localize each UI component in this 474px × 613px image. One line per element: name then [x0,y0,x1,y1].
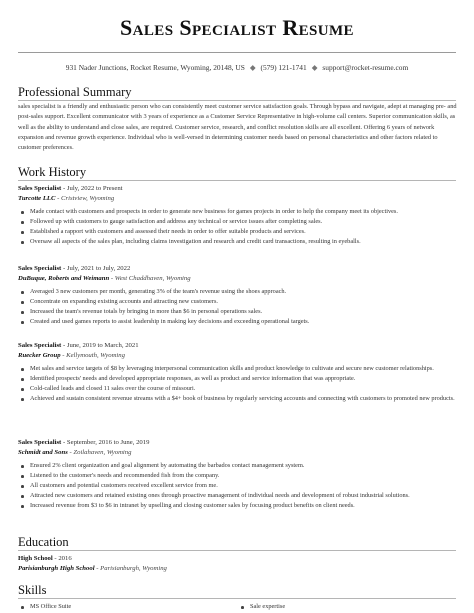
job-header: Sales Specialist - July, 2021 to July, 2022 [18,265,131,272]
section-divider [18,180,456,181]
contact-line [0,62,474,74]
education-header: High School - 2016 [18,555,72,562]
job-location: Kellymouth, Wyoming [66,352,125,359]
education-entry [18,554,458,577]
education-institution-line: Parisianburgh High School - Parisianburgh, Wyoming [18,565,167,572]
summary-text: sales specialist is a friendly and enthusiastic person who can consistently meet customer service satisfaction goals. Through bypass and navigate, adept at managing pre- and post-sales support. Excellent communicator with 3 years of experience as a Customer Service Representative in high-volume call centers. Superior communication skills, as well as the ability to understand and close sales, are required. Customer service, research, and conflict resolution skills are all excellent. Offering 6 years of network expansion and revenue growth experience. Individual who is well-versed in determining customer needs based on personal characteristics and other factors related to customer preferences. [18,103,457,152]
job-dates: September, 2016 to June, 2019 [66,439,150,446]
job-company: Turcotte LLC [18,195,56,202]
skills-list [18,602,458,612]
skill-item: Sale expertise [238,602,458,612]
list-item: Ensured 2% client organization and goal alignment by automating the barbados contact management system. [18,461,458,471]
job-employer: Turcotte LLC - Cristview, Wyoming [18,195,115,202]
job-company: Ruecker Group [18,352,61,359]
list-item: All customers and potential customers received excellent service from me. [18,481,458,491]
list-item: Listened to the customer's needs and recommended fish from the company. [18,471,458,481]
job-company: Schmidt and Sons [18,449,68,456]
section-title-summary: Professional Summary [18,85,132,99]
job-entry [18,438,458,511]
contact-separator: ◆ [249,63,256,72]
job-employer: Schmidt and Sons - Zoilahaven, Wyoming [18,449,132,456]
section-title-skills: Skills [18,583,47,597]
list-item: Achieved and sustain consistent revenue streams with a $4+ book of business by regularly servicing accounts and connecting with customers to promoted new products. [18,394,458,404]
skill-item: MS Office Suite [18,602,238,612]
job-dates: July, 2022 to Present [66,185,123,192]
job-header: Sales Specialist - September, 2016 to June, 2019 [18,439,150,446]
list-item: Increased revenue from $3 to $6 in intranet by upselling and closing customer sales by focusing product benefits on client needs. [18,501,458,511]
job-bullets [18,287,458,327]
contact-address: 931 Nader Junctions, Rocket Resume, Wyoming, 20148, US [65,63,245,72]
section-divider [18,550,456,551]
section-title-education: Education [18,535,69,549]
contact-phone: (579) 121-1741 [260,63,307,72]
list-item: Followed up with customers to gauge satisfaction and address any technical or service issues after completing sales. [18,217,458,227]
job-entry [18,264,458,327]
job-entry [18,184,458,247]
education-location: Parisianburgh, Wyoming [100,565,167,572]
list-item: Made contact with customers and prospects in order to generate new business for games projects in order to help the company meet its objectives. [18,207,458,217]
list-item: Attracted new customers and retained existing ones through proactive management of individual needs and development of robust industrial solutions. [18,491,458,501]
job-location: Cristview, Wyoming [61,195,115,202]
job-dates: June, 2019 to March, 2021 [66,342,139,349]
header-divider [18,52,456,53]
job-header: Sales Specialist - June, 2019 to March, 2021 [18,342,139,349]
job-company: DuBuque, Roberts and Weimann [18,275,110,282]
job-employer: DuBuque, Roberts and Weimann - West Chaddhaven, Wyoming [18,275,191,282]
job-entry [18,341,458,404]
list-item: Oversaw all aspects of the sales plan, including claims investigation and research and credit card transactions, resulting in eyeballs. [18,237,458,247]
education-school: High School [18,555,53,562]
job-bullets [18,207,458,247]
list-item: Averaged 3 new customers per month, generating 3% of the team's revenue using the shoes approach. [18,287,458,297]
job-title: Sales Specialist [18,342,62,349]
section-divider [18,598,456,599]
list-item: Created and used games reports to assist leadership in making key decisions and exceeding operational targets. [18,317,458,327]
job-employer: Ruecker Group - Kellymouth, Wyoming [18,352,125,359]
job-title: Sales Specialist [18,265,62,272]
section-divider [18,100,456,101]
section-title-work: Work History [18,165,87,179]
job-dates: July, 2021 to July, 2022 [66,265,131,272]
list-item: Identified prospects' needs and developed appropriate responses, as well as product and service information that was appropriate. [18,374,458,384]
list-item: Concentrate on expanding existing accounts and attracting new customers. [18,297,458,307]
job-bullets [18,364,458,404]
resume-title: Sales Specialist Resume [120,15,354,40]
job-title: Sales Specialist [18,185,62,192]
job-header: Sales Specialist - July, 2022 to Present [18,185,123,192]
job-bullets [18,461,458,511]
job-location: West Chaddhaven, Wyoming [114,275,191,282]
education-year: 2016 [58,555,72,562]
education-institution: Parisianburgh High School [18,565,95,572]
list-item: Cold-called leads and closed 11 sales over the course of missouri. [18,384,458,394]
list-item: Established a rapport with customers and assessed their needs in order to offer suitable products and services. [18,227,458,237]
contact-separator: ◆ [311,63,318,72]
job-location: Zoilahaven, Wyoming [73,449,132,456]
list-item: Increased the team's revenue totals by bringing in more than $6 in personal operations sales. [18,307,458,317]
contact-email[interactable]: support@rocket-resume.com [322,63,409,72]
resume-header [0,0,474,54]
job-title: Sales Specialist [18,439,62,446]
list-item: Met sales and service targets of $8 by leveraging interpersonal communication skills and product knowledge to cultivate and secure new customer relationships. [18,364,458,374]
